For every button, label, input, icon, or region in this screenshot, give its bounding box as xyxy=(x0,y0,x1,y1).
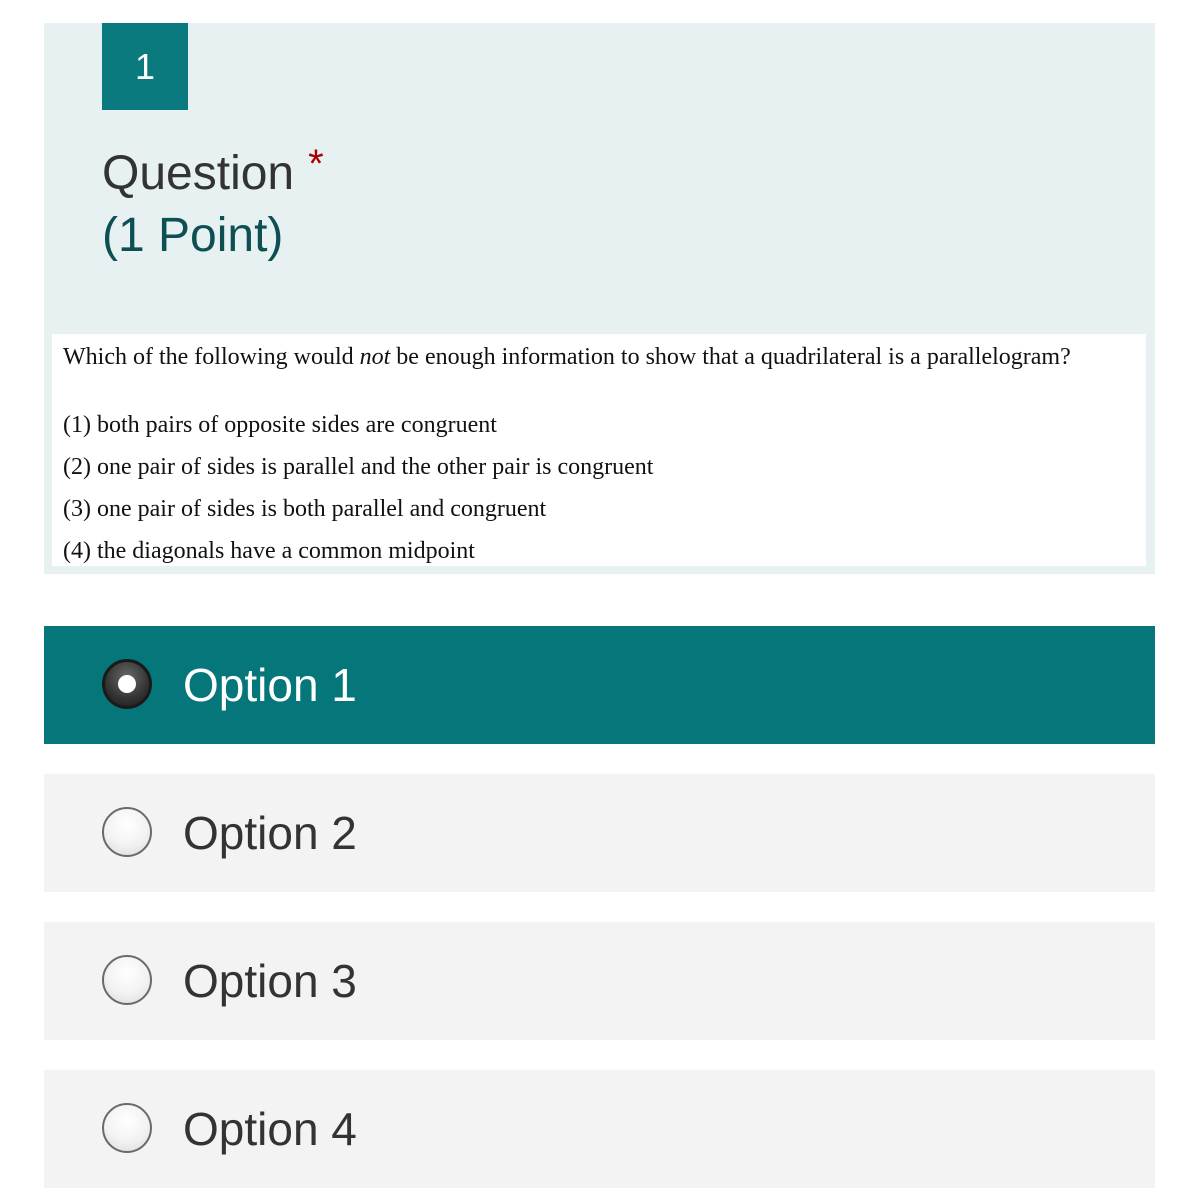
prompt-text-before: Which of the following would xyxy=(63,344,360,370)
question-card xyxy=(44,23,1155,574)
option-2[interactable] xyxy=(44,774,1155,892)
question-points: (1 Point) xyxy=(102,209,284,262)
radio-dot-icon xyxy=(118,675,136,693)
question-choice-1: (1) both pairs of opposite sides are congruent xyxy=(63,412,497,438)
radio-unselected-icon[interactable] xyxy=(102,1103,152,1153)
question-choice-4: (4) the diagonals have a common midpoint xyxy=(63,538,475,564)
option-2-label: Option 2 xyxy=(183,807,357,859)
question-choice-3: (3) one pair of sides is both parallel and congruent xyxy=(63,496,547,522)
prompt-text-after: be enough information to show that a quadrilateral is a parallelogram? xyxy=(390,344,1071,370)
radio-unselected-icon[interactable] xyxy=(102,807,152,857)
question-title-text: Question xyxy=(102,147,295,200)
option-1-label: Option 1 xyxy=(183,659,357,711)
option-4-label: Option 4 xyxy=(183,1103,357,1155)
prompt-text-emphasis: not xyxy=(359,344,391,370)
question-choice-2: (2) one pair of sides is parallel and the other pair is congruent xyxy=(63,454,654,480)
option-4[interactable] xyxy=(44,1070,1155,1188)
question-number-badge: 1 xyxy=(102,23,188,110)
radio-selected-icon[interactable] xyxy=(102,659,152,709)
question-prompt xyxy=(63,342,1071,372)
required-asterisk-icon: * xyxy=(308,142,324,186)
option-3-label: Option 3 xyxy=(183,955,357,1007)
option-3[interactable] xyxy=(44,922,1155,1040)
question-content-image xyxy=(52,334,1146,566)
radio-unselected-icon[interactable] xyxy=(102,955,152,1005)
option-1[interactable] xyxy=(44,626,1155,744)
question-title xyxy=(102,143,324,207)
